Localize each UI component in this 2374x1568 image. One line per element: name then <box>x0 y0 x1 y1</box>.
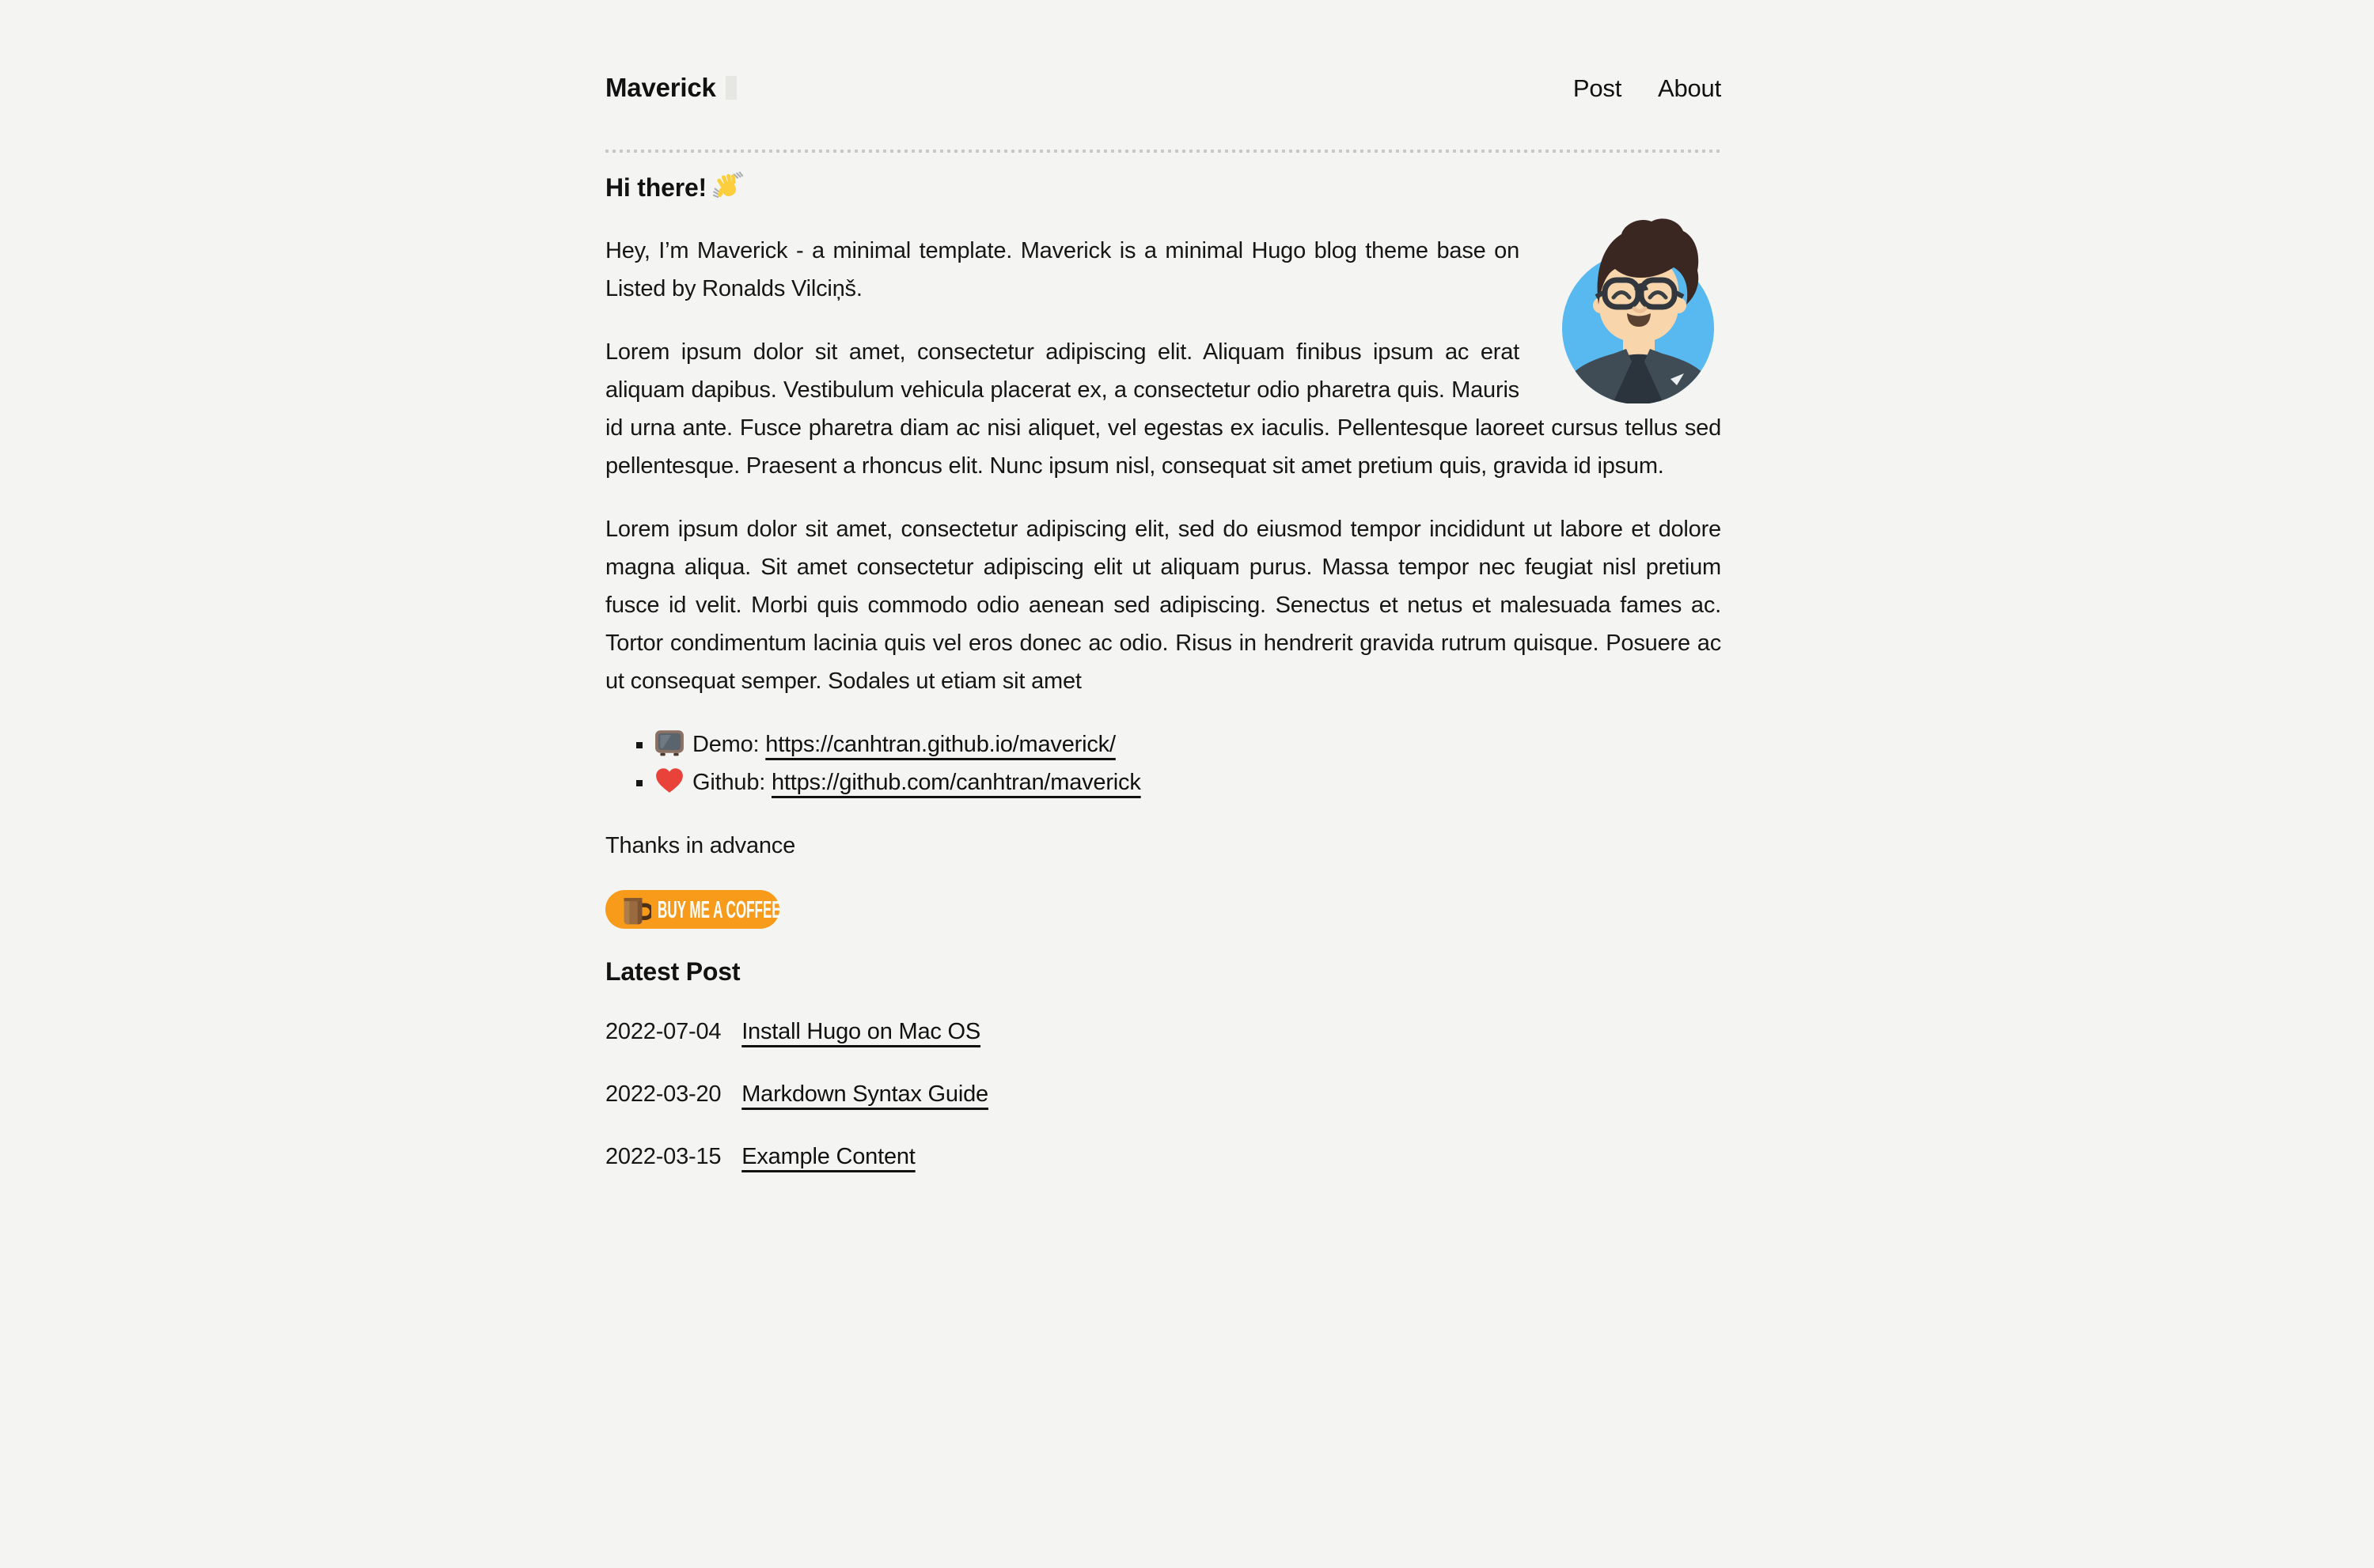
thanks-text: Thanks in advance <box>605 833 796 858</box>
github-link[interactable]: https://github.com/canhtran/maverick <box>771 770 1141 795</box>
main-content <box>605 170 1721 1176</box>
demo-list-item <box>654 725 1721 763</box>
project-links-list <box>605 725 1721 801</box>
heart-icon <box>654 765 685 795</box>
coffee-button-label-box <box>658 895 781 923</box>
site-header <box>605 0 1721 108</box>
intro-paragraph <box>605 232 1721 308</box>
site-title-wrap <box>605 70 737 108</box>
post-row <box>605 1013 1721 1051</box>
coffee-button-wrap <box>605 890 1721 929</box>
post-row <box>605 1075 1721 1113</box>
latest-posts-heading: Latest Post <box>605 957 741 986</box>
post-link-install-hugo[interactable]: Install Hugo on Mac OS <box>741 1019 981 1044</box>
post-date: 2022-03-15 <box>605 1144 722 1169</box>
lorem-paragraph-2: Lorem ipsum dolor sit amet, consectetur adipiscing elit, sed do eiusmod tempor incididunt ut labore et dolore magna aliqua. Sit amet consectetur adipiscing elit ut aliquam purus. Massa tempor nec feugiat nisl pretium fusce id velit. Morbi quis commodo odio aenean sed adipiscing. Senectus et netus et malesuada fames ac. Tortor condimentum lacinia quis vel eros donec ac odio. Risus in hendrerit gravida rutrum quisque. Posuere ac ut consequat semper. Sodales ut etiam sit amet <box>605 517 1721 694</box>
tv-icon <box>654 727 685 757</box>
coffee-mug-icon <box>615 892 651 928</box>
github-list-item <box>654 763 1721 801</box>
page-container <box>605 0 1721 1176</box>
header-divider <box>605 150 1721 153</box>
title-cursor <box>726 76 737 100</box>
post-row <box>605 1138 1721 1176</box>
demo-label: Demo: <box>692 732 760 757</box>
post-date: 2022-03-20 <box>605 1081 722 1107</box>
nav-link-about[interactable]: About <box>1657 74 1721 102</box>
main-nav <box>1543 70 1721 108</box>
latest-posts-section <box>605 954 1721 1176</box>
waving-hand-icon <box>713 172 743 202</box>
github-label: Github: <box>692 770 766 795</box>
site-title-link[interactable]: Maverick <box>605 73 716 102</box>
lorem-paragraph-1: Lorem ipsum dolor sit amet, consectetur adipiscing elit. Aliquam finibus ipsum ac erat aliquam dapibus. Vestibulum vehicula placerat ex, a consectetur odio pharetra quis. Mauris id urna ante. Fusce pharetra diam ac nisi aliquet, vel egestas ex iaculis. Pellentesque laoreet cursus tellus sed pellentesque. Praesent a rhoncus elit. Nunc ipsum nisl, consequat sit amet pretium quis, gravida id ipsum. <box>605 339 1721 479</box>
coffee-button-label: BUY ME A COFFEE <box>658 895 781 923</box>
greeting-text: Hi there! <box>605 173 707 202</box>
nav-link-post[interactable]: Post <box>1572 74 1622 102</box>
post-date: 2022-07-04 <box>605 1019 722 1044</box>
greeting-heading <box>605 170 1721 205</box>
post-link-example-content[interactable]: Example Content <box>741 1144 916 1169</box>
intro-text: Hey, I’m Maverick - a minimal template. Maverick is a minimal Hugo blog theme base on Listed by Ronalds Vilciņš. <box>605 238 1519 301</box>
about-section <box>605 170 1721 929</box>
demo-link[interactable]: https://canhtran.github.io/maverick/ <box>765 732 1116 757</box>
post-link-markdown-guide[interactable]: Markdown Syntax Guide <box>741 1081 988 1107</box>
buy-me-a-coffee-button[interactable] <box>605 890 779 929</box>
avatar <box>1555 214 1721 403</box>
